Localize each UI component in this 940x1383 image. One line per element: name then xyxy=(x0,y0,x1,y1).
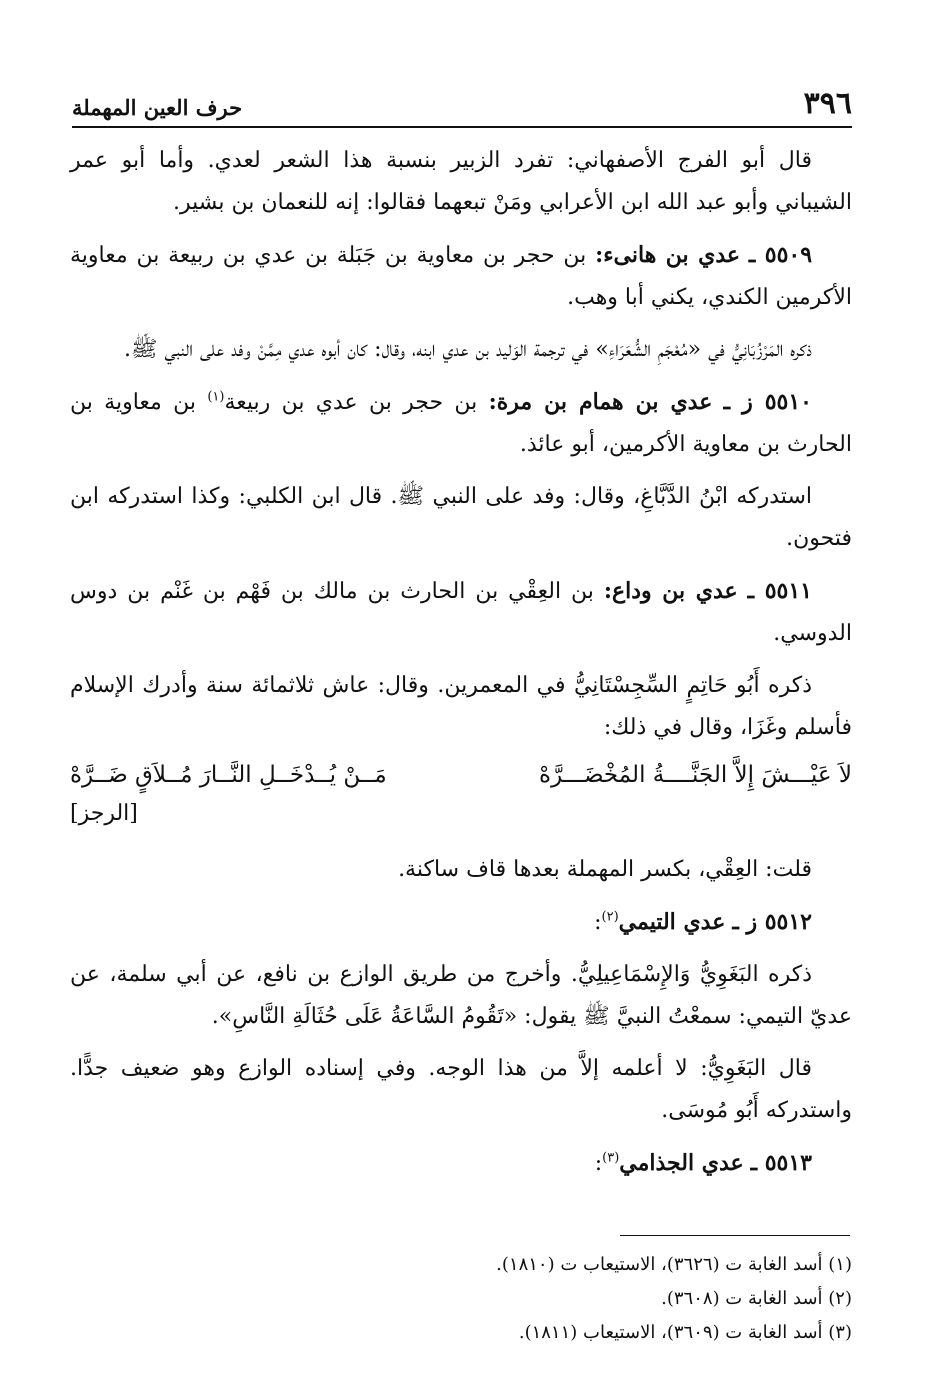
footnote-marker: (٣) xyxy=(602,1150,620,1166)
entry-text: بن حجر بن عدي بن ربيعة xyxy=(224,390,478,415)
paragraph-ibn-dabbagh xyxy=(70,476,852,560)
entry-text-continued: بن معاوية بن الحارث بن معاوية الأكرمين، أبو عائذ. xyxy=(70,390,852,457)
paragraph-text: قلت: العِقْي، بكسر المهملة بعدها قاف ساكنة. xyxy=(398,857,812,882)
poem-meter: [الرجز] xyxy=(70,801,138,826)
entry-name: عدي بن وداع: xyxy=(603,578,738,604)
entry-5512 xyxy=(70,901,852,944)
poem-hemistich-first: لاَ عَيْـــشَ إِلاَّ الجَنَّــــةُ المُخْضَـــرَّهْ xyxy=(539,762,852,788)
paragraph-text: استدركه ابْنُ الدَّبَّاغِ، وقال: وفد على النبي ﷺ. قال ابن الكلبي: وكذا استدركه ابن فتحون. xyxy=(70,484,852,551)
entry-text: : xyxy=(594,910,602,935)
entry-5509 xyxy=(70,234,852,319)
poem-verse xyxy=(70,753,852,797)
paragraph-intro xyxy=(70,140,852,224)
entry-name: عدي الجذامي xyxy=(619,1150,744,1176)
running-title: حرف العين المهملة xyxy=(72,95,243,120)
footnotes xyxy=(300,1248,852,1350)
footnote-marker: (٢) xyxy=(601,909,619,925)
entry-name: عدي التيمي xyxy=(618,909,726,935)
poem-hemistich-second: مَــنْ يُــدْخَــلِ النَّــارَ مُــلاَقٍ ضَــرَّهْ xyxy=(70,762,387,788)
footnote-2: (٢) أسد الغابة ت (٣٦٠٨). xyxy=(661,1288,852,1309)
paragraph-text: ذكره المَرْزُبَانِيُّ في «مُعْجَمِ الشُّعَرَاءِ» في ترجمة الوَليد بن عدي ابنه، وقال: كان أبوه عدي مِمَّنْ وفد على النبي ﷺ. xyxy=(123,337,812,362)
paragraph-text: قال أبو الفرج الأصفهاني: تفرد الزبير بنسبة هذا الشعر لعدي. وأما أبو عمر الشيباني وأبو عبد الله ابن الأعرابي ومَنْ تبعهما فقالوا: إنه للنعمان بن بشير. xyxy=(70,148,852,215)
paragraph-note-iqi xyxy=(70,849,852,891)
entry-number: ٥٥١٢ ز ـ xyxy=(732,909,812,935)
paragraph-text: قال البَغَوِيُّ: لا أعلمه إلاَّ من هذا الوجه. وفي إسناده الوازع وهو ضعيف جدًّا. واستدركه أَبُو مُوسَى. xyxy=(70,1056,852,1123)
entry-text: بن العِقْي بن الحارث بن مالك بن فَهْم بن غَنْم بن دوس الدوسي. xyxy=(70,579,852,646)
paragraph-marzubani xyxy=(70,329,852,371)
entry-5513 xyxy=(70,1142,852,1185)
footnote-1: (١) أسد الغابة ت (٣٦٢٦)، الاستيعاب ت (١٨١٠). xyxy=(496,1254,852,1275)
entry-5511 xyxy=(70,570,852,655)
paragraph-baghawi-comment xyxy=(70,1048,852,1132)
page-body xyxy=(70,140,852,1195)
paragraph-text: ذكره أَبُو حَاتِمٍ السِّجِسْتَانِيُّ في المعمرين. وقال: عاش ثلاثمائة سنة وأدرك الإسلام فأسلم وغَزَا، وقال في ذلك: xyxy=(70,673,852,740)
entry-number: ٥٥١١ ـ xyxy=(747,578,812,604)
entry-name: عدي بن هانىء: xyxy=(595,242,741,268)
page-header xyxy=(72,86,852,128)
entry-number: ٥٥١٣ ـ xyxy=(750,1150,812,1176)
entry-text: : xyxy=(594,1151,603,1176)
paragraph-sijistani xyxy=(70,665,852,749)
entry-name: عدي بن همام بن مرة: xyxy=(488,389,713,415)
entry-number: ٥٥٠٩ ـ xyxy=(748,242,813,268)
paragraph-baghawi xyxy=(70,954,852,1038)
entry-5510 xyxy=(70,381,852,466)
footnote-3: (٣) أسد الغابة ت (٣٦٠٩)، الاستيعاب (١٨١١). xyxy=(518,1322,852,1343)
page-number: ٣٩٦ xyxy=(803,86,852,121)
entry-number: ٥٥١٠ ز ـ xyxy=(723,389,812,415)
paragraph-text: ذكره البَغَوِيُّ وَالإِسْمَاعِيلِيُّ. وأخرج من طريق الوازع بن نافع، عن أبي سلمة، عن عديّ التيمي: سمعْتُ النبيَّ ﷺ يقول: «تَقُومُ السَّاعَةُ عَلَى حُثَالَةِ النَّاسِ». xyxy=(70,962,852,1029)
footnote-divider xyxy=(620,1235,850,1236)
footnote-marker: (١) xyxy=(207,389,225,405)
entry-text: بن حجر بن معاوية بن جَبَلة بن عدي بن ربيعة بن معاوية الأكرمين الكندي، يكني أبا وهب. xyxy=(70,243,852,310)
